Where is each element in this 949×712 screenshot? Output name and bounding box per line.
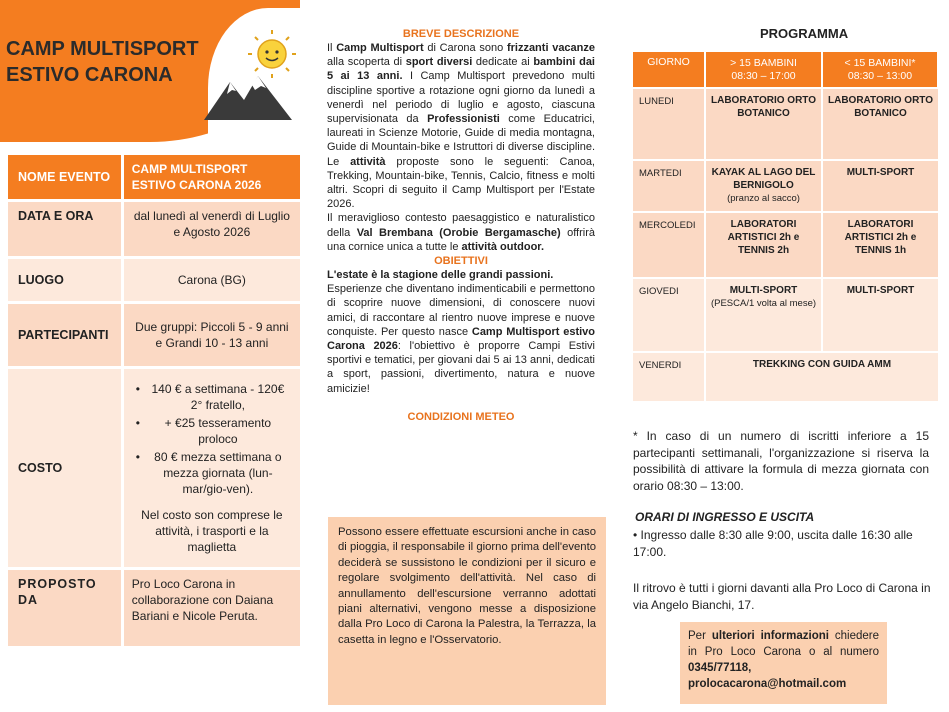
- cost-value: [121, 369, 300, 567]
- event-name-value: CAMP MULTISPORT ESTIVO CARONA 2026: [121, 155, 300, 199]
- activity-cell: TREKKING CON GUIDA AMM: [705, 352, 938, 402]
- weather-title: CONDIZIONI METEO: [407, 410, 515, 423]
- sun-mountain-logo: [200, 30, 300, 125]
- col-small-header: < 15 BAMBINI* 08:30 – 13:00: [822, 52, 938, 88]
- program-row: [633, 278, 938, 352]
- participants-row: [8, 304, 300, 366]
- activity-cell: MULTI-SPORT: [822, 278, 938, 352]
- weather-box: Possono essere effettuate escursioni anche in caso di pioggia, il responsabile il giorno prima dell'evento deciderà se sussistono le condizioni per il sicuro e regolare svolgimento dell'attività. Nel caso di annullamento dell'escursione verranno adottati piani alternativi, vengono messe a disposizione dalla Pro Loco di Carona la Palestra, la Terrazza, la casetta in legno e l'Osservatorio.: [328, 517, 606, 705]
- footnote: * In caso di un numero di iscritti inferiore a 15 partecipanti settimanali, l'organizzazione si riserva la possibilità di attivare la formula di mezza giornata con orario 08:30 – 13:00.: [633, 429, 929, 493]
- program-row: [633, 88, 938, 160]
- contact-box: Per ulteriori informazioni chiedere in Pro Loco Carona o al numero 0345/77118, prolocacarona@hotmail.com: [680, 622, 887, 704]
- day-cell: GIOVEDI: [633, 278, 705, 352]
- date-label: DATA E ORA: [8, 202, 121, 256]
- goals-title: OBIETTIVI: [434, 255, 488, 268]
- day-cell: LUNEDI: [633, 88, 705, 160]
- participants-label: PARTECIPANTI: [8, 304, 121, 366]
- schedule-title: ORARI DI INGRESSO E USCITA: [635, 510, 815, 524]
- event-info-table: [8, 152, 300, 649]
- activity-cell: LABORATORIO ORTO BOTANICO: [822, 88, 938, 160]
- description-column: [327, 27, 595, 424]
- cost-item: • + €25 tesseramento proloco: [136, 415, 288, 447]
- activity-cell: LABORATORI ARTISTICI 2h e TENNIS 1h: [822, 212, 938, 278]
- goals-paragraph: Esperienze che diventano indimenticabili e permettono di scoprire nuove dimensioni, di conoscere nuovi amici, di raccontare al rientro nuove imprese e nuove conquiste. Per questo nasce Camp Multisport estivo Carona 2026: l'obiettivo è proporre Campi Estivi sportivi e tematici, per giovani dai 5 ai 13 anni, dedicati a sport, passioni, divertimento, natura e nuove amicizie!: [327, 283, 595, 395]
- activity-cell: MULTI-SPORT: [822, 160, 938, 212]
- cost-row: [8, 369, 300, 567]
- proposed-label: PROPOSTO DA: [8, 570, 121, 646]
- place-label: LUOGO: [8, 259, 121, 301]
- day-cell: MARTEDI: [633, 160, 705, 212]
- col-day-header: GIORNO: [633, 52, 705, 88]
- event-name-label: NOME EVENTO: [8, 155, 121, 199]
- program-row: [633, 212, 938, 278]
- activity-cell: KAYAK AL LAGO DEL BERNIGOLO (pranzo al sacco): [705, 160, 822, 212]
- event-name-row: [8, 155, 300, 199]
- place-row: [8, 259, 300, 301]
- col-big-header: > 15 BAMBINI 08:30 – 17:00: [705, 52, 822, 88]
- activity-cell: LABORATORIO ORTO BOTANICO: [705, 88, 822, 160]
- participants-value: Due gruppi: Piccoli 5 - 9 anni e Grandi 10 - 13 anni: [121, 304, 300, 366]
- mountains-icon: [204, 76, 292, 120]
- program-row: [633, 352, 938, 402]
- sun-icon: [248, 30, 296, 78]
- description-paragraph: Il Camp Multisport di Carona sono frizzanti vacanze alla scoperta di sport diversi dedicate ai bambini dai 5 ai 13 anni. I Camp Multisport prevedono multi discipline sportive a rotazione ogni giorno da lunedì a venerdì nel periodo di luglio e agosto, ciascuna supervisionata da Professionisti come Educatrici, laureati in Scienze Motorie, Guide di media montagna, Guide di Mountain-bike e Istruttori di diverse discipline. Le attività proposte sono le seguenti: Canoa, Trekking, Mountain-bike, Tennis, Calcio, fitness e molti altri. Scopri di seguito il Camp Multisport per l'Estate 2026.: [327, 42, 596, 211]
- place-value: Carona (BG): [121, 259, 300, 301]
- day-cell: MERCOLEDI: [633, 212, 705, 278]
- date-row: [8, 202, 300, 256]
- date-value: dal lunedì al venerdì di Luglio e Agosto 2026: [121, 202, 300, 256]
- activity-cell: LABORATORI ARTISTICI 2h e TENNIS 2h: [705, 212, 822, 278]
- schedule-text: • Ingresso dalle 8:30 alle 9:00, uscita dalle 16:30 alle 17:00.: [633, 528, 913, 559]
- cost-item: • 140 € a settimana - 120€ 2° fratello,: [136, 381, 288, 413]
- cost-item: • 80 € mezza settimana o mezza giornata (lun-mar/gio-ven).: [136, 449, 288, 497]
- landscape-paragraph: Il meraviglioso contesto paesaggistico e naturalistico della Val Brembana (Orobie Bergamasche) offrirà una cornice unica a tutte le attività outdoor.: [327, 212, 596, 253]
- cost-label: COSTO: [8, 369, 121, 567]
- program-table: [633, 52, 939, 403]
- program-row: [633, 160, 938, 212]
- program-header-row: [633, 52, 938, 88]
- cost-note: Nel costo son comprese le attività, i trasporti e la maglietta: [141, 508, 283, 554]
- cost-list: [132, 381, 292, 497]
- program-title: PROGRAMMA: [760, 26, 849, 41]
- description-title: BREVE DESCRIZIONE: [402, 28, 520, 40]
- proposed-row: [8, 570, 300, 646]
- proposed-value: Pro Loco Carona in collaborazione con Daiana Bariani e Nicole Peruta.: [121, 570, 300, 646]
- email-address: prolocacarona@hotmail.com: [688, 678, 847, 690]
- meeting-point: Il ritrovo è tutti i giorni davanti alla Pro Loco di Carona in via Angelo Bianchi, 17.: [633, 581, 931, 612]
- day-cell: VENERDI: [633, 352, 705, 402]
- activity-cell: MULTI-SPORT (PESCA/1 volta al mese): [705, 278, 822, 352]
- page-title: CAMP MULTISPORT ESTIVO CARONA: [6, 38, 199, 86]
- phone-number: 0345/77118: [688, 662, 749, 674]
- goals-lead: L'estate è la stagione delle grandi passioni.: [327, 269, 554, 282]
